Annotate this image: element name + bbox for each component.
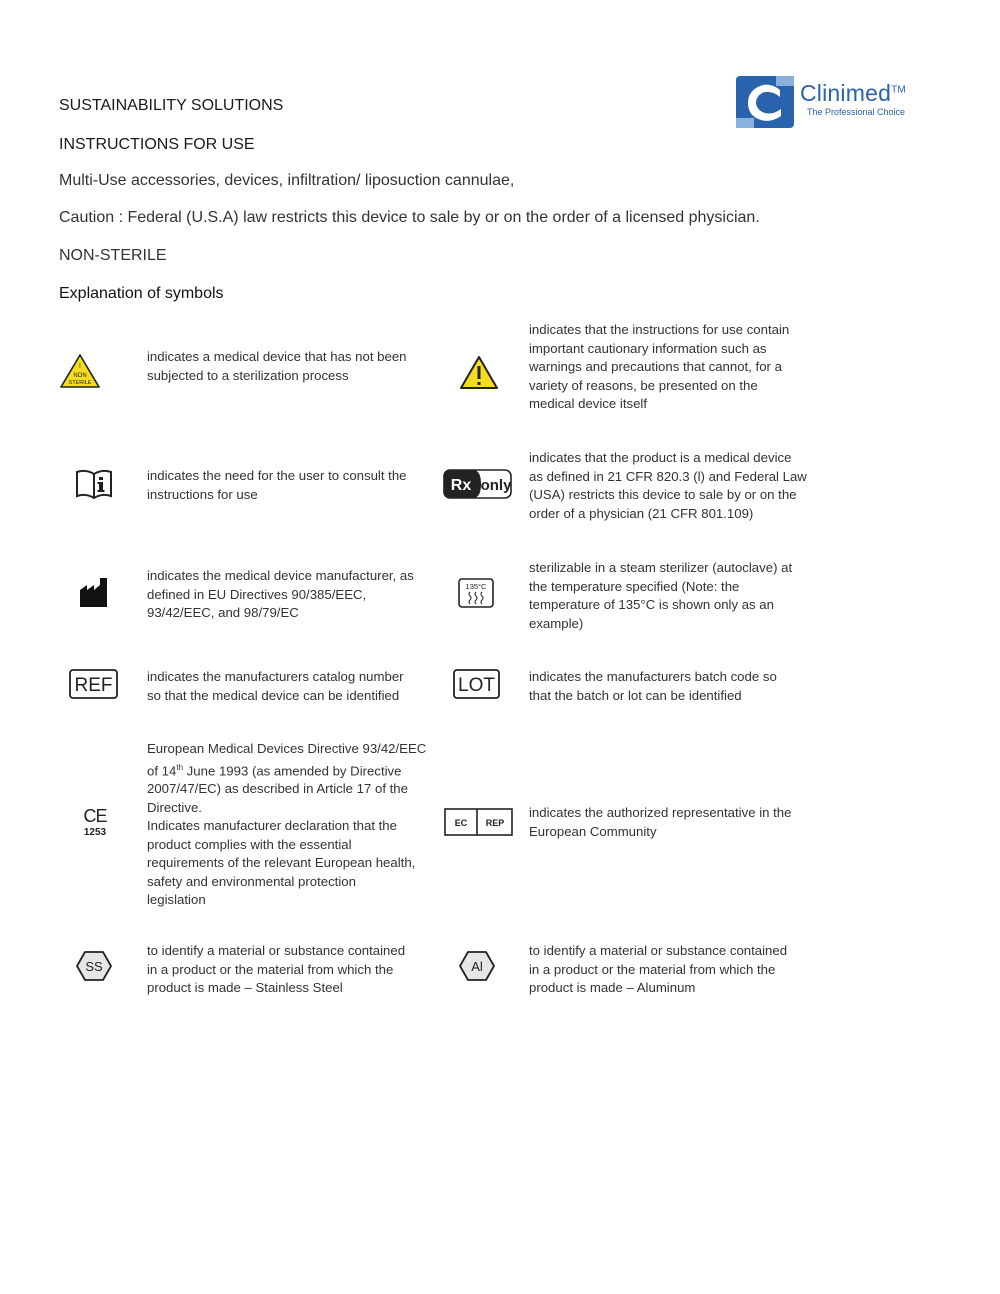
autoclave-icon: [458, 578, 494, 608]
svg-text:only: only: [480, 477, 512, 494]
non-sterile-label: NON-STERILE: [59, 247, 167, 264]
ref-icon: [69, 669, 118, 699]
caution-description: indicates that the instructions for use contain important cautionary information such as warnings and precautions that cannot, for a variety of reasons, be presented on the medical device itself: [529, 322, 790, 411]
svg-text:SS: SS: [85, 959, 103, 974]
rx-only-description: indicates that the product is a medical device as defined in 21 CFR 820.3 (l) and Federal Law (USA) restricts this device to sale by or on the order of a physician (21 CFR 801.109): [529, 450, 807, 521]
ec-rep-description: indicates the authorized representative in the European Community: [529, 805, 792, 839]
heading-sustainability: SUSTAINABILITY SOLUTIONS: [59, 97, 284, 114]
rx-only-icon: [443, 469, 512, 499]
svg-text:NON: NON: [73, 373, 87, 379]
logo-tagline: The Professional Choice: [807, 107, 906, 117]
aluminum-icon: [459, 950, 495, 982]
lot-icon: [453, 669, 500, 699]
svg-text:CE: CE: [83, 806, 107, 826]
lot-description: indicates the manufacturers batch code so that the batch or lot can be identified: [529, 669, 777, 703]
symbols-heading: Explanation of symbols: [59, 285, 224, 302]
svg-text:EC: EC: [454, 818, 468, 828]
svg-text:Al: Al: [471, 959, 483, 974]
product-description: Multi-Use accessories, devices, infiltration/ liposuction cannulae,: [59, 172, 515, 189]
svg-text:REP: REP: [485, 818, 505, 828]
clinimed-logo: [736, 76, 926, 128]
caution-statement: Caution : Federal (U.S.A) law restricts this device to sale by or on the order of a licensed physician.: [59, 209, 760, 226]
factory-icon: [80, 578, 108, 607]
svg-text:135°C: 135°C: [465, 582, 487, 591]
consult-ifu-description: indicates the need for the user to consult the instructions for use: [147, 468, 407, 502]
svg-text:STERILE: STERILE: [68, 380, 92, 386]
book-info-icon: [75, 468, 113, 500]
ce-description: European Medical Devices Directive 93/42/EEC of 14th June 1993 (as amended by Directive 2007/47/EC) as described in Article 17 of the Directive. Indicates manufacturer declaration that the product complies with the essential requirements of the relevant European health, safety and environmental protection legislation: [147, 741, 427, 908]
autoclave-description: sterilizable in a steam sterilizer (autoclave) at the temperature specified (Note: the temperature of 135°C is shown only as an example): [529, 560, 793, 631]
stainless-steel-icon: [76, 950, 112, 982]
manufacturer-description: indicates the medical device manufacturer, as defined in EU Directives 90/385/EEC, 93/42/EEC, and 98/79/EC: [147, 568, 414, 620]
non-sterile-description: indicates a medical device that has not been subjected to a sterilization process: [147, 349, 407, 383]
logo-name: Clinimed™: [800, 80, 906, 106]
non-sterile-icon: [60, 354, 100, 388]
ce-mark-icon: [81, 805, 109, 839]
stainless-steel-description: to identify a material or substance contained in a product or the material from which the product is made – Stainless Steel: [147, 943, 406, 995]
svg-text:!: !: [79, 363, 81, 370]
ref-description: indicates the manufacturers catalog number so that the medical device can be identified: [147, 669, 404, 703]
svg-text:REF: REF: [74, 675, 113, 696]
svg-text:1253: 1253: [83, 827, 107, 838]
svg-text:LOT: LOT: [458, 675, 495, 696]
clinimed-c-logo-icon: [736, 76, 794, 128]
aluminum-description: to identify a material or substance contained in a product or the material from which the product is made – Aluminum: [529, 943, 788, 995]
caution-icon: [459, 355, 499, 390]
ec-rep-icon: [444, 808, 513, 836]
svg-text:Rx: Rx: [450, 477, 472, 494]
heading-instructions: INSTRUCTIONS FOR USE: [59, 136, 255, 153]
